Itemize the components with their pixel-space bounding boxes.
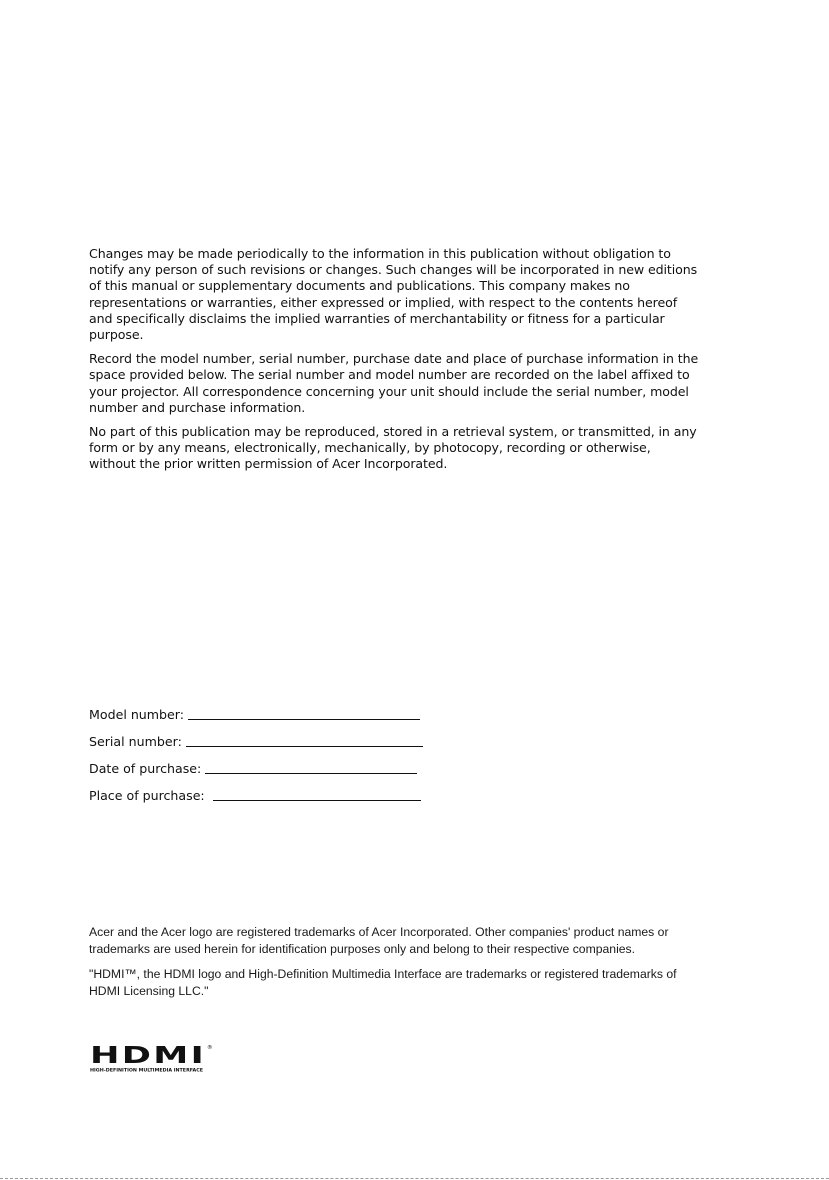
date-of-purchase-blank (205, 773, 417, 774)
date-of-purchase-row (89, 758, 449, 776)
model-number-row (89, 704, 449, 722)
model-number-label: Model number: (89, 707, 188, 722)
acer-trademark-text: Acer and the Acer logo are registered trademarks of Acer Incorporated. Other companies' product names or trademarks are used herein for identification purposes only and belong to their respective companies. (89, 925, 669, 956)
hdmi-logo-tagline: HIGH-DEFINITION MULTIMEDIA INTERFACE (90, 1067, 204, 1073)
hdmi-logo (90, 1043, 212, 1073)
notice-paragraph-changes: Changes may be made periodically to the information in this publication without obligation to notify any person of such revisions or changes. Such changes will be incorporated in new editions of this manual or supplementary documents and publications. This company makes no representations or warranties, either expressed or implied, with respect to the contents hereof and specifically disclaims the implied warranties of merchantability or fitness for a particular purpose. (89, 246, 698, 343)
place-of-purchase-row (89, 785, 449, 803)
notice-paragraph-copyright: No part of this publication may be reproduced, stored in a retrieval system, or transmitted, in any form or by any means, electronically, mechanically, by photocopy, recording or otherwise, without the prior written permission of Acer Incorporated. (89, 424, 697, 472)
hdmi-logo-wordmark: HDMI (90, 1043, 206, 1069)
page-bottom-rule (0, 1178, 829, 1179)
model-number-blank (188, 719, 420, 720)
place-of-purchase-label: Place of purchase: (89, 788, 213, 803)
serial-number-label: Serial number: (89, 734, 186, 749)
purchase-record-form (89, 704, 449, 812)
hdmi-trademark-text: "HDMI™, the HDMI logo and High-Definition Multimedia Interface are trademarks or registered trademarks of HDMI Licensing LLC." (89, 967, 677, 998)
notice-paragraph-record: Record the model number, serial number, purchase date and place of purchase information in the space provided below. The serial number and model number are recorded on the label affixed to your projector. All correspondence concerning your unit should include the serial number, model number and purchase information. (89, 351, 699, 415)
hdmi-logo-registered-mark: ® (207, 1045, 212, 1051)
place-of-purchase-blank (213, 800, 421, 801)
trademark-notice (89, 924, 699, 1008)
date-of-purchase-label: Date of purchase: (89, 761, 206, 776)
legal-notice (89, 246, 701, 481)
serial-number-blank (186, 746, 423, 747)
serial-number-row (89, 731, 449, 749)
